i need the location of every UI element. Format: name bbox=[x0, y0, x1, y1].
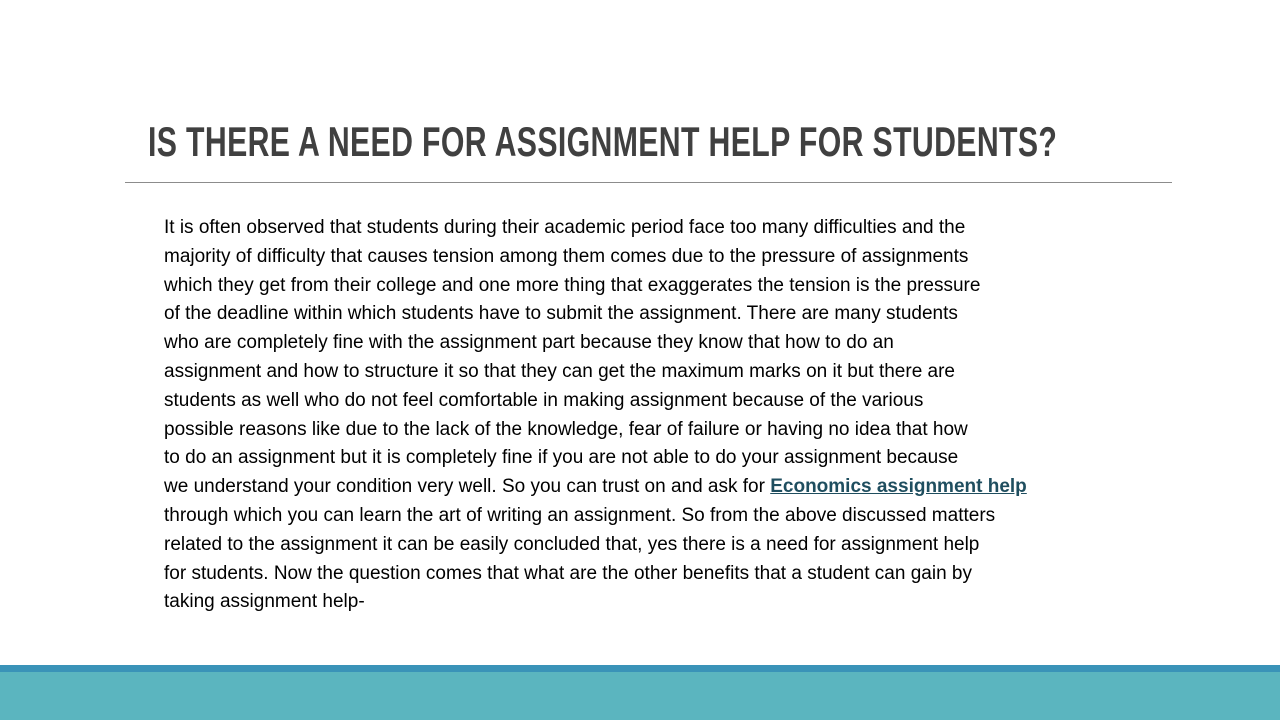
footer-accent-bar bbox=[0, 665, 1280, 672]
title-divider bbox=[125, 182, 1172, 183]
economics-assignment-help-link[interactable]: Economics assignment help bbox=[770, 476, 1027, 498]
body-line: through which you can learn the art of writing an assignment. So from the above discussed matters bbox=[164, 504, 996, 526]
body-line: It is often observed that students during their academic period face too many difficulties and the bbox=[164, 217, 966, 238]
body-line: of the deadline within which students have to submit the assignment. There are many students bbox=[164, 303, 958, 325]
body-line: possible reasons like due to the lack of the knowledge, fear of failure or having no idea that how bbox=[164, 418, 968, 440]
footer-band bbox=[0, 672, 1280, 720]
body-line: which they get from their college and one more thing that exaggerates the tension is the pressure bbox=[164, 274, 981, 296]
link-prefix-text: we understand your condition very well. So you can trust on and ask for bbox=[164, 476, 771, 498]
body-line: assignment and how to structure it so that they can get the maximum marks on it but there are bbox=[164, 360, 955, 382]
slide-body-text bbox=[164, 214, 1027, 617]
body-line: majority of difficulty that causes tension among them comes due to the pressure of assignments bbox=[164, 245, 969, 267]
body-line: who are completely fine with the assignment part because they know that how to do an bbox=[164, 332, 894, 354]
body-line: to do an assignment but it is completely fine if you are not able to do your assignment because bbox=[164, 447, 959, 469]
body-line: taking assignment help- bbox=[164, 591, 365, 613]
body-line: related to the assignment it can be easily concluded that, yes there is a need for assignment help bbox=[164, 533, 980, 555]
body-line: for students. Now the question comes that what are the other benefits that a student can gain by bbox=[164, 562, 972, 584]
slide-title: IS THERE A NEED FOR ASSIGNMENT HELP FOR STUDENTS? bbox=[148, 118, 1058, 165]
body-line-with-link bbox=[164, 473, 1027, 502]
body-line: students as well who do not feel comfortable in making assignment because of the various bbox=[164, 389, 924, 411]
